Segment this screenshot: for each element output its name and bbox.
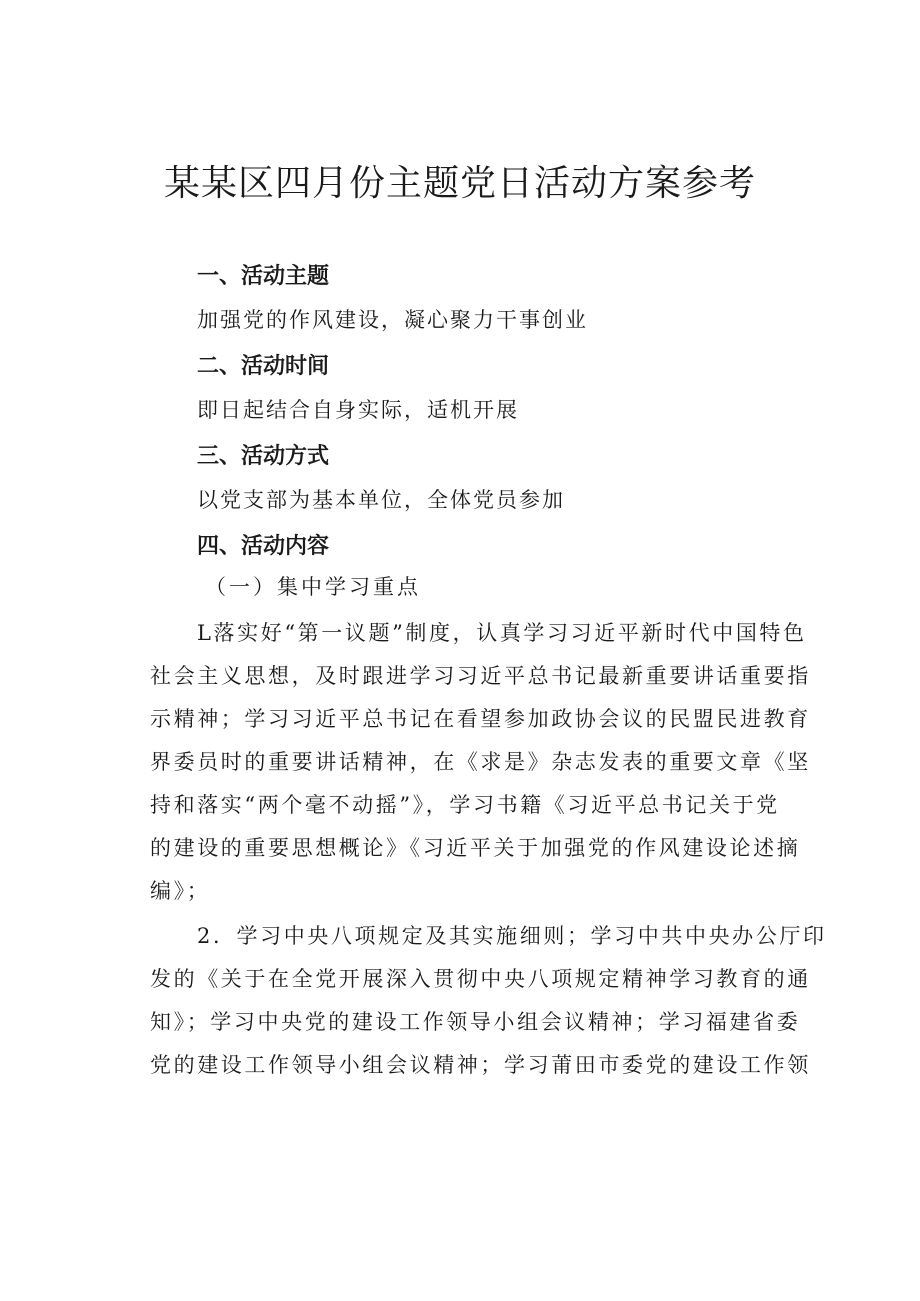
paragraph-1-line: 界委员时的重要讲话精神，在《求是》杂志发表的重要文章《坚 [150, 750, 811, 774]
section-heading-method: 三、活动方式 [197, 444, 330, 469]
paragraph-2-line: 发的《关于在全党开展深入贯彻中央八项规定精神学习教育的通 [150, 967, 811, 991]
paragraph-2-line: 2．学习中央八项规定及其实施细则；学习中共中央办公厅印 [197, 924, 827, 948]
paragraph-1-line: 社会主义思想，及时跟进学习习近平总书记最新重要讲话重要指 [150, 664, 811, 688]
section-heading-theme: 一、活动主题 [197, 264, 330, 289]
section-heading-time: 二、活动时间 [197, 354, 330, 379]
section-text-theme: 加强党的作风建设，凝心聚力干事创业 [197, 308, 588, 332]
section-text-time: 即日起结合自身实际，适机开展 [197, 398, 519, 422]
paragraph-1-line: L落实好“第一议题”制度，认真学习习近平新时代中国特色 [197, 621, 807, 645]
paragraph-1-line: 示精神；学习习近平总书记在看望参加政协会议的民盟民进教育 [150, 707, 811, 731]
paragraph-1-line: 编》； [150, 879, 211, 903]
subheading-study-focus: （一）集中学习重点 [205, 575, 421, 599]
document-title: 某某区四月份主题党日活动方案参考 [163, 163, 756, 204]
paragraph-2-line: 党的建设工作领导小组会议精神；学习莆田市委党的建设工作领 [150, 1053, 811, 1077]
paragraph-1-line: 持和落实“两个毫不动摇”》，学习书籍《习近平总书记关于党 [150, 793, 780, 817]
paragraph-2-line: 知》；学习中央党的建设工作领导小组会议精神；学习福建省委 [150, 1010, 801, 1034]
section-heading-content: 四、活动内容 [197, 534, 330, 559]
paragraph-1-line: 的建设的重要思想概论》《习近平关于加强党的作风建设论述摘 [150, 836, 801, 860]
section-text-method: 以党支部为基本单位，全体党员参加 [197, 488, 565, 512]
